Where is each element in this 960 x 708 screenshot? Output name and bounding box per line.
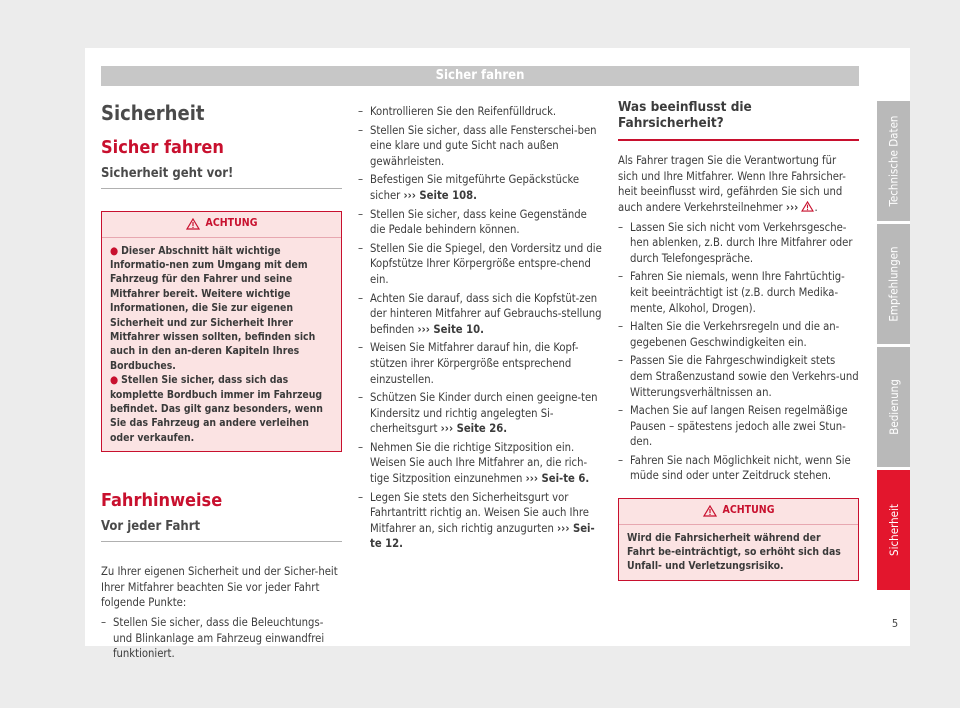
list-item: – Fahren Sie niemals, wenn Ihre Fahrtüchtig-keit beeinträchtigt ist (z.B. durch Medika-mente, Alkohol, Drogen). (618, 269, 859, 316)
intro-text: Als Fahrer tragen Sie die Verantwortung für sich und Ihre Mitfahrer. Wenn Ihre Fahrsicher-heit beeinflusst wird, gefährden Sie sich und auch andere Verkehrsteilnehmer (618, 154, 846, 214)
list-item (358, 241, 602, 288)
list-item (358, 123, 602, 170)
warning-item-text: Stellen Sie sicher, dass sich das komplette Bordbuch immer im Fahrzeug befindet. Das gilt ganz besonders, wenn Sie das Fahrzeug an andere verleihen oder verkaufen. (110, 374, 323, 444)
column-left (101, 95, 342, 665)
intro-paragraph: Als Fahrer tragen Sie die Verantwortung für sich und Ihre Mitfahrer. Wenn Ihre Fahrsicher-heit beeinflusst wird, gefährden Sie sich und auch andere Verkehrsteilnehmer ››› . (618, 154, 846, 214)
checklist-continued (358, 104, 602, 552)
checklist (101, 615, 342, 662)
reference-arrow[interactable]: ››› (785, 200, 799, 214)
warning-label: ACHTUNG (722, 504, 775, 517)
divider (101, 541, 342, 542)
chapter-title-2: Fahrhinweise (101, 490, 223, 512)
warning-triangle-icon (186, 218, 200, 230)
safety-list (618, 220, 859, 485)
tab-empfehlungen[interactable]: Empfehlungen (877, 224, 910, 344)
list-item: – Machen Sie auf langen Reisen regelmäßige Pausen – spätestens jedoch alle zwei Stun-den. (618, 403, 859, 450)
list-item-text: Schützen Sie Kinder durch einen geeigne-ten Kindersitz und richtig angelegten Si-cherheitsgurt (370, 391, 598, 436)
running-header (101, 66, 859, 86)
tab-sicherheit[interactable]: Sicherheit (877, 470, 910, 590)
list-item-text: Weisen Sie Mitfahrer darauf hin, die Kopf-stützen ihrer Körpergröße entsprechend einzustellen. (370, 341, 579, 386)
list-item (358, 440, 602, 487)
warning-item-text: Dieser Abschnitt hält wichtige Informatio-nen zum Umgang mit dem Fahrzeug für den Fahrer und seine Mitfahrer bereit. Weitere wichtige Informationen, die Sie zur eigenen Sicherheit und zur Sicherheit Ihrer Mitfahrer wissen sollten, befinden sich auch in den an-deren Kapiteln Ihres Bordbuches. (110, 244, 316, 372)
warning-triangle-icon[interactable] (801, 201, 814, 212)
list-item-text: Stellen Sie die Spiegel, den Vordersitz und die Kopfstütze Ihrer Körpergröße entspre-chend ein. (370, 241, 602, 286)
list-item-text: Achten Sie darauf, dass sich die Kopfstüt-zen der hinteren Mitfahrer auf Gebrauchs-stellung befinden (370, 291, 602, 336)
subtitle: Sicherheit geht vor! (101, 166, 234, 181)
bullet-icon: ● (110, 244, 119, 257)
list-item-text: Befestigen Sie mitgeführte Gepäckstücke sicher (370, 173, 580, 202)
list-item (358, 340, 602, 387)
warning-label: ACHTUNG (205, 217, 258, 229)
list-item-text: Stellen Sie sicher, dass alle Fensterschei-ben eine klare und gute Sicht nach außen gewährleisten. (370, 123, 597, 168)
list-item-text: Kontrollieren Sie den Reifenfülldruck. (370, 105, 557, 118)
list-item (358, 490, 602, 552)
intro-paragraph: Zu Ihrer eigenen Sicherheit und der Sicher-heit Ihrer Mitfahrer beachten Sie vor jeder Fahrt folgende Punkte: (101, 565, 338, 610)
list-item: – Stellen Sie sicher, dass die Beleuchtungs-und Blinkanlage am Fahrzeug einwandfrei funktioniert. (101, 615, 342, 662)
section-title: Sicherheit (101, 101, 205, 125)
page-reference-link[interactable]: ››› Seite 10. (417, 322, 484, 336)
list-item-text: Stellen Sie sicher, dass keine Gegenstände die Pedale behindern können. (370, 207, 587, 237)
warning-box (101, 211, 342, 452)
page-reference-link[interactable]: ››› Seite 26. (440, 422, 508, 436)
page-reference-link[interactable]: ››› Sei-te 6. (525, 472, 590, 486)
warning-triangle-icon (703, 505, 717, 517)
list-item (358, 104, 602, 120)
list-item (358, 207, 602, 238)
warning-text: Wird die Fahrsicherheit während der Fahrt be-einträchtigt, so erhöht sich das Unfall- und Verletzungsrisiko. (627, 531, 841, 573)
warning-item (110, 373, 333, 445)
warning-header (102, 216, 341, 238)
list-item: – Lassen Sie sich nicht vom Verkehrsgesche-hen ablenken, z.B. durch Ihre Mitfahrer oder durch Telefongespräche. (618, 220, 859, 267)
page-number: 5 (891, 617, 899, 630)
bullet-icon: ● (110, 374, 119, 387)
list-item-text: Nehmen Sie die richtige Sitzposition ein. Weisen Sie auch Ihre Mitfahrer an, die rich-tige Sitzposition einzunehmen (370, 440, 588, 486)
tab-bedienung[interactable]: Bedienung (877, 347, 910, 467)
subtitle-2: Vor jeder Fahrt (101, 519, 201, 535)
page-reference-link[interactable]: ››› Seite 108. (403, 188, 477, 202)
divider (101, 188, 342, 189)
list-item (358, 172, 602, 203)
running-header-title: Sicher fahren (435, 68, 525, 83)
list-item: – Passen Sie die Fahrgeschwindigkeit stets dem Straßenzustand sowie den Verkehrs-und Witterungsverhältnissen an. (618, 353, 859, 400)
tab-technische-daten[interactable]: Technische Daten (877, 101, 910, 221)
box-title: Was beeinflusst die Fahrsicherheit? (618, 95, 859, 141)
column-right (618, 95, 859, 581)
page-reference-link[interactable]: ››› Sei-te 12. (370, 521, 595, 551)
chapter-title: Sicher fahren (101, 137, 224, 158)
list-item (358, 390, 602, 437)
list-item: – Halten Sie die Verkehrsregeln und die an-gegebenen Geschwindigkeiten ein. (618, 319, 859, 350)
list-item: – Fahren Sie nach Möglichkeit nicht, wenn Sie müde sind oder unter Zeitdruck stehen. (618, 453, 859, 484)
list-item (358, 291, 602, 338)
list-item-text: Legen Sie stets den Sicherheitsgurt vor Fahrtantritt richtig an. Weisen Sie auch Ihre Mitfahrer an, sich richtig anzugurten (370, 490, 589, 535)
warning-header (619, 503, 858, 525)
warning-box (618, 498, 859, 581)
warning-item (110, 244, 333, 374)
column-middle (358, 104, 602, 555)
